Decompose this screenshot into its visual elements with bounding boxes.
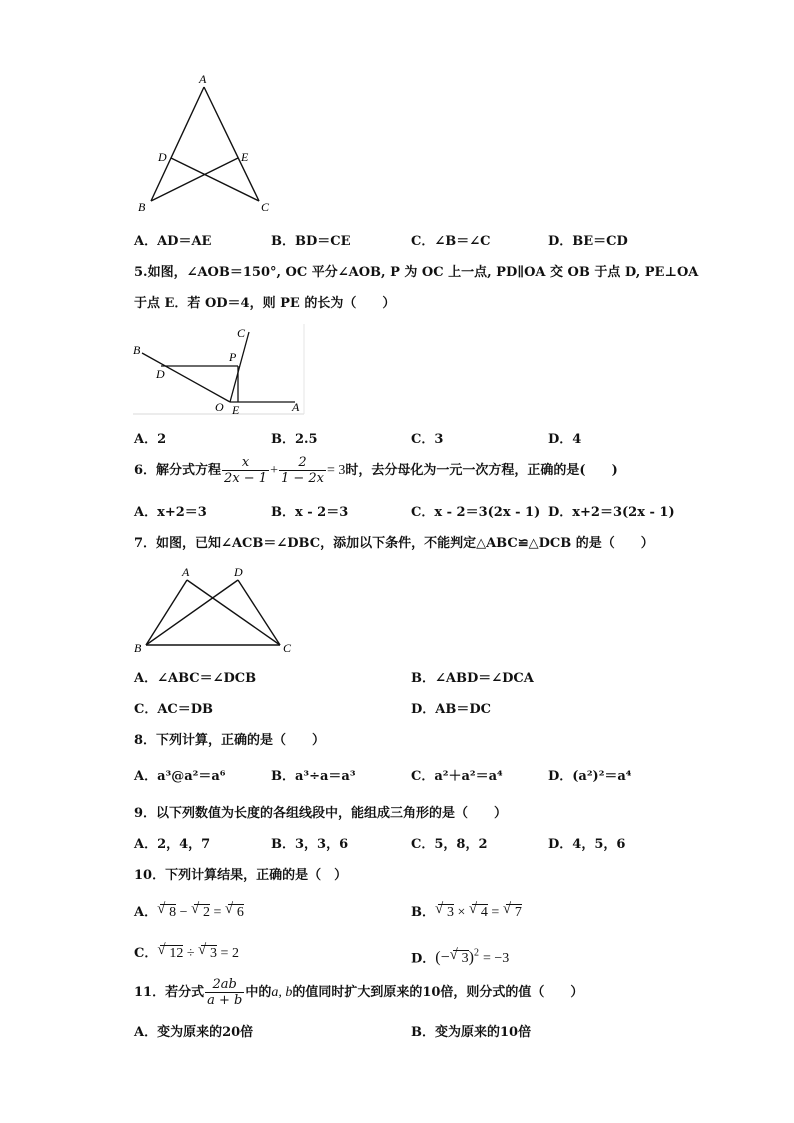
q5-option-b: B．2.5 <box>271 432 318 447</box>
q6-suffix: 时，去分母化为一元一次方程，正确的是( ) <box>345 463 618 478</box>
q10-stem: 10．下列计算结果，正确的是（ ） <box>134 868 348 883</box>
q9-option-c: C．5，8，2 <box>411 837 488 852</box>
open-paren: (− <box>435 949 450 967</box>
label-b: B <box>133 343 141 357</box>
q10-c-label: C． <box>134 946 158 961</box>
quadrilateral-figure-q7 <box>130 563 300 658</box>
q4-option-b: B．BD＝CE <box>271 234 351 249</box>
q6-option-d: D．x+2＝3(2x - 1) <box>548 505 675 520</box>
q7-option-c: C．AC＝DB <box>134 702 214 717</box>
q11-fraction <box>205 977 244 1008</box>
label-e: E <box>241 150 249 164</box>
q9-option-a: A．2，4，7 <box>134 837 211 852</box>
sqrt-2: √ 2 <box>194 904 210 920</box>
q8-stem: 8．下列计算，正确的是（ ） <box>134 733 326 748</box>
triangle-figure-q4 <box>130 70 280 215</box>
q11-option-a: A．变为原来的20倍 <box>134 1025 254 1040</box>
q5-stem-line1: 5.如图，∠AOB＝150°, OC 平分∠AOB, P 为 OC 上一点, PD∥OA 交 OB 于点 D, PE⊥OA <box>134 265 699 280</box>
label-a: A <box>292 400 300 414</box>
q5-option-a: A．2 <box>134 432 167 447</box>
q11-prefix: 11．若分式 <box>134 985 205 1000</box>
sqrt-7: √ 7 <box>506 904 522 920</box>
q11-frac-numerator: 2ab <box>205 977 244 993</box>
q6-fraction-2 <box>279 455 326 486</box>
q6-frac2-denominator: 1 − 2x <box>280 471 325 486</box>
q10-option-c <box>134 945 239 963</box>
sqrt-12: √ 12 <box>160 945 183 961</box>
sqrt-6: √ 6 <box>228 904 244 920</box>
q6-frac1-numerator: x <box>222 455 269 471</box>
q8-option-a: A．a³@a²＝a⁶ <box>134 769 226 784</box>
q7-option-d: D．AB＝DC <box>411 702 491 717</box>
sqrt-3: √ 3 <box>201 945 217 961</box>
q7-option-b: B．∠ABD＝∠DCA <box>411 671 534 686</box>
label-a: A <box>182 565 190 579</box>
label-c: C <box>261 200 270 214</box>
q8-option-d: D．(a²)²＝a⁴ <box>548 769 632 784</box>
label-c: C <box>237 326 246 340</box>
label-d: D <box>156 367 165 381</box>
label-o: O <box>215 400 224 414</box>
sqrt-4: √ 4 <box>472 904 488 920</box>
q4-option-c: C．∠B＝∠C <box>411 234 491 249</box>
q6-option-b: B．x - 2＝3 <box>271 505 349 520</box>
equals-sign: = <box>213 905 222 920</box>
q6-option-c: C．x - 2＝3(2x - 1) <box>411 505 541 520</box>
q6-plus: + <box>270 463 278 478</box>
label-b: B <box>134 641 142 655</box>
q10-option-a <box>134 904 244 922</box>
equals-result: = 2 <box>220 946 239 961</box>
label-c: C <box>283 641 292 655</box>
q5-option-c: C．3 <box>411 432 444 447</box>
q5-option-d: D．4 <box>548 432 582 447</box>
q10-option-b <box>411 904 522 922</box>
q11-stem <box>134 977 583 1008</box>
q11-vars: a, b <box>271 985 293 1000</box>
label-a: A <box>199 72 207 86</box>
q6-prefix: 6．解分式方程 <box>134 463 222 478</box>
label-p: P <box>229 350 237 364</box>
q6-equals: = 3 <box>327 463 346 478</box>
q9-stem: 9．以下列数值为长度的各组线段中，能组成三角形的是（ ） <box>134 806 508 821</box>
q11-option-b: B．变为原来的10倍 <box>411 1025 532 1040</box>
q11-frac-denominator: a + b <box>207 993 243 1008</box>
times-sign: × <box>457 905 466 920</box>
equals-result: = −3 <box>482 951 510 967</box>
equals-sign: = <box>491 905 500 920</box>
close-paren: ) <box>468 949 474 967</box>
label-b: B <box>138 200 146 214</box>
label-e: E <box>232 403 240 417</box>
minus-sign: − <box>179 905 188 920</box>
q6-option-a: A．x+2＝3 <box>134 505 207 520</box>
q8-option-c: C．a²＋a²＝a⁴ <box>411 769 503 784</box>
q5-stem-line2: 于点 E．若 OD＝4，则 PE 的长为（ ） <box>134 296 396 311</box>
sqrt-3: √ 3 <box>453 950 469 966</box>
q4-option-a: A．AD＝AE <box>134 234 212 249</box>
q10-d-label: D． <box>411 951 436 967</box>
angle-figure-q5 <box>132 322 307 420</box>
sqrt-8: √ 8 <box>160 904 176 920</box>
q11-mid: 中的 <box>245 985 272 1000</box>
label-d: D <box>158 150 167 164</box>
q10-a-label: A． <box>134 905 158 920</box>
exponent: 2 <box>473 948 479 959</box>
q4-option-d: D．BE＝CD <box>548 234 628 249</box>
q9-option-b: B．3，3，6 <box>271 837 349 852</box>
q6-frac2-numerator: 2 <box>279 455 326 471</box>
q8-option-b: B．a³÷a＝a³ <box>271 769 356 784</box>
q6-stem <box>134 455 618 486</box>
q7-stem: 7．如图，已知∠ACB＝∠DBC，添加以下条件，不能判定△ABC≌△DCB 的是（ ） <box>134 536 654 551</box>
divide-sign: ÷ <box>186 946 195 961</box>
q6-frac1-denominator: 2x − 1 <box>224 471 268 486</box>
q10-option-d <box>411 945 509 968</box>
q9-option-d: D．4，5，6 <box>548 837 626 852</box>
label-d: D <box>234 565 243 579</box>
q6-fraction-1 <box>222 455 269 486</box>
q7-option-a: A．∠ABC＝∠DCB <box>134 671 257 686</box>
sqrt-3: √ 3 <box>438 904 454 920</box>
q10-b-label: B． <box>411 905 435 920</box>
q11-suffix: 的值同时扩大到原来的10倍，则分式的值（ ） <box>292 985 584 1000</box>
